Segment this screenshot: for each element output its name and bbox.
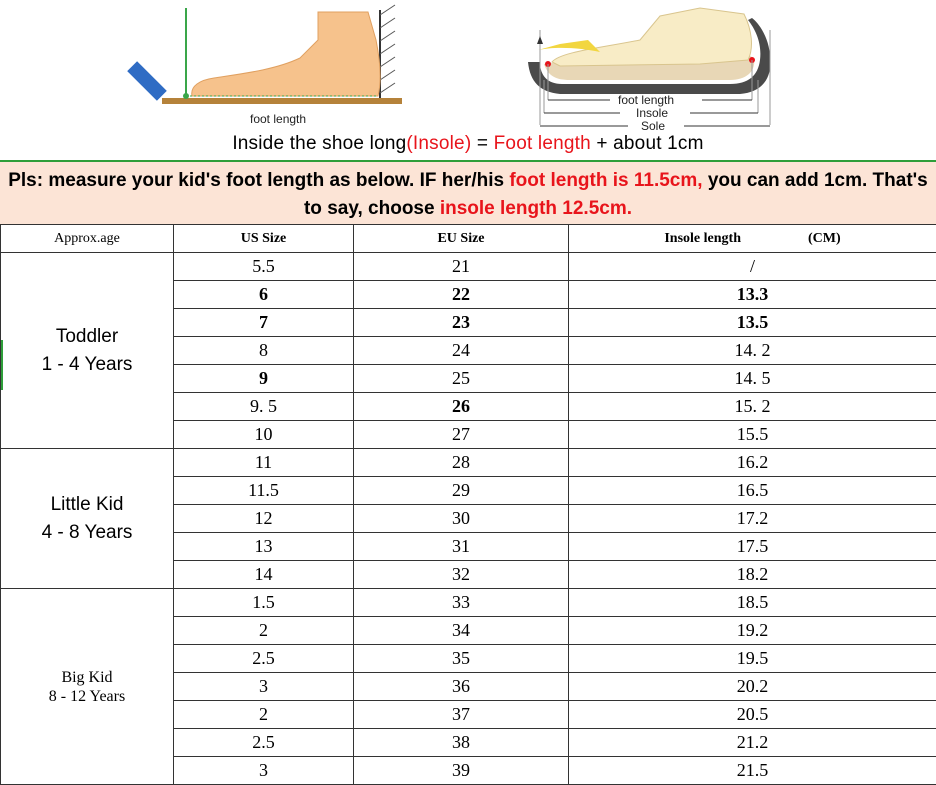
- illustration-caption: [0, 133, 936, 155]
- insole-cell: 19.5: [569, 645, 936, 673]
- notice-highlight-2: insole length 12.5cm.: [439, 198, 633, 219]
- size-chart-table: [0, 224, 936, 785]
- us-size-cell: 9. 5: [174, 393, 354, 421]
- table-header-row: [1, 225, 936, 253]
- us-size-cell: 2.5: [174, 729, 354, 757]
- foot-measurement-diagram: [0, 0, 936, 135]
- group-little-kid: [1, 449, 174, 589]
- eu-size-cell: 33: [354, 589, 569, 617]
- eu-size-cell: 29: [354, 477, 569, 505]
- us-size-cell: 11.5: [174, 477, 354, 505]
- insole-cell: 18.5: [569, 589, 936, 617]
- insole-cell: 16.2: [569, 449, 936, 477]
- insole-cell: 20.5: [569, 701, 936, 729]
- eu-size-cell: 27: [354, 421, 569, 449]
- sole-label: Sole: [641, 119, 666, 133]
- us-size-cell: 13: [174, 533, 354, 561]
- eu-size-cell: 26: [354, 393, 569, 421]
- insole-cell: 13.5: [569, 309, 936, 337]
- insole-cell: 19.2: [569, 617, 936, 645]
- us-size-cell: 11: [174, 449, 354, 477]
- group-range: 8 - 12 Years: [48, 687, 126, 705]
- us-size-cell: 5.5: [174, 253, 354, 281]
- right-foot-length-label: foot length: [618, 93, 675, 107]
- eu-size-cell: 23: [354, 309, 569, 337]
- group-name: Little Kid: [50, 493, 124, 515]
- eu-size-cell: 31: [354, 533, 569, 561]
- header-approx-age: Approx.age: [1, 225, 174, 253]
- header-us-size: US Size: [174, 225, 354, 253]
- header-insole-length: [569, 225, 936, 253]
- insole-cell: 15.5: [569, 421, 936, 449]
- insole-cell: 21.5: [569, 757, 936, 785]
- shoe-cross-section-icon: [528, 8, 770, 133]
- caption-equals: =: [471, 133, 494, 154]
- eu-size-cell: 25: [354, 365, 569, 393]
- us-size-cell: 2: [174, 701, 354, 729]
- insole-cell: 18.2: [569, 561, 936, 589]
- header-insole-label: Insole length: [664, 230, 741, 246]
- foot-length-icon: [127, 5, 402, 126]
- notice-text-1: Pls: measure your kid's foot length as below. IF her/his: [8, 170, 510, 191]
- caption-suffix: + about 1cm: [590, 133, 704, 154]
- eu-size-cell: 30: [354, 505, 569, 533]
- eu-size-cell: 36: [354, 673, 569, 701]
- header-eu-size: EU Size: [354, 225, 569, 253]
- caption-prefix: Inside the shoe long: [232, 133, 407, 154]
- group-name: Big Kid: [61, 668, 113, 686]
- measure-notice: [0, 160, 936, 224]
- insole-cell: 16.5: [569, 477, 936, 505]
- group-big-kid: [1, 589, 174, 785]
- caption-foot-length: Foot length: [493, 133, 591, 154]
- group-range: 1 - 4 Years: [41, 353, 133, 375]
- eu-size-cell: 24: [354, 337, 569, 365]
- insole-cell: 15. 2: [569, 393, 936, 421]
- us-size-cell: 14: [174, 561, 354, 589]
- us-size-cell: 1.5: [174, 589, 354, 617]
- eu-size-cell: 37: [354, 701, 569, 729]
- table-row: [1, 589, 936, 617]
- insole-cell: 17.2: [569, 505, 936, 533]
- us-size-cell: 2: [174, 617, 354, 645]
- notice-highlight-1: foot length is 11.5cm,: [509, 170, 703, 191]
- us-size-cell: 10: [174, 421, 354, 449]
- eu-size-cell: 39: [354, 757, 569, 785]
- eu-size-cell: 34: [354, 617, 569, 645]
- us-size-cell: 2.5: [174, 645, 354, 673]
- insole-cell: 14. 2: [569, 337, 936, 365]
- table-row: [1, 253, 936, 281]
- insole-cell: 14. 5: [569, 365, 936, 393]
- header-unit-label: (CM): [807, 230, 841, 246]
- us-size-cell: 9: [174, 365, 354, 393]
- eu-size-cell: 38: [354, 729, 569, 757]
- group-range: 4 - 8 Years: [41, 521, 133, 543]
- measurement-illustration: [0, 0, 936, 160]
- eu-size-cell: 22: [354, 281, 569, 309]
- caption-insole: (Insole): [406, 133, 472, 154]
- insole-cell: 17.5: [569, 533, 936, 561]
- insole-cell: 21.2: [569, 729, 936, 757]
- insole-cell: 20.2: [569, 673, 936, 701]
- eu-size-cell: 35: [354, 645, 569, 673]
- left-foot-length-label: foot length: [250, 112, 307, 126]
- notice-text-2: you can add 1cm. That's to say, choose: [303, 170, 928, 219]
- us-size-cell: 6: [174, 281, 354, 309]
- us-size-cell: 7: [174, 309, 354, 337]
- group-name: Toddler: [55, 325, 119, 347]
- insole-label: Insole: [636, 106, 669, 120]
- us-size-cell: 3: [174, 757, 354, 785]
- us-size-cell: 3: [174, 673, 354, 701]
- us-size-cell: 12: [174, 505, 354, 533]
- group-toddler: [1, 253, 174, 449]
- table-row: [1, 449, 936, 477]
- eu-size-cell: 32: [354, 561, 569, 589]
- eu-size-cell: 21: [354, 253, 569, 281]
- eu-size-cell: 28: [354, 449, 569, 477]
- insole-cell: 13.3: [569, 281, 936, 309]
- us-size-cell: 8: [174, 337, 354, 365]
- insole-cell: /: [569, 253, 936, 281]
